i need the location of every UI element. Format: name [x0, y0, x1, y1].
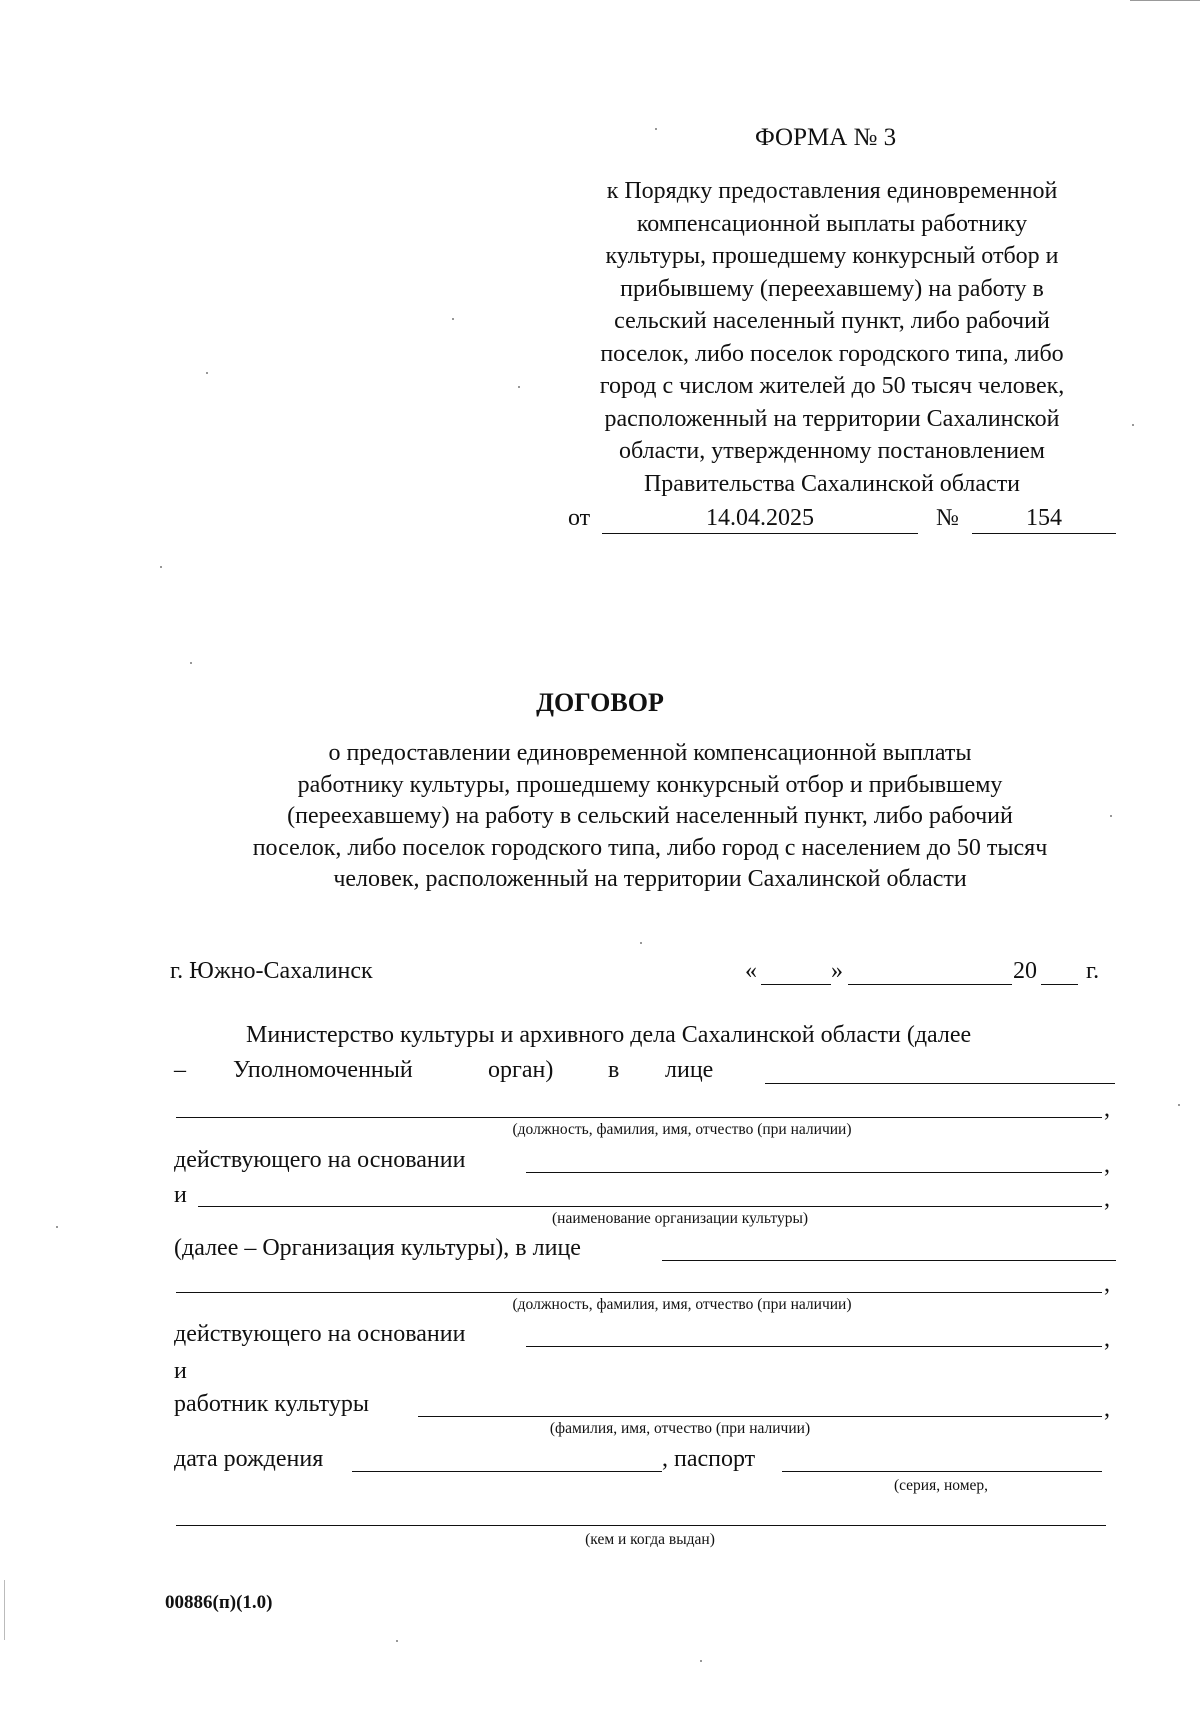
position-name-line-2[interactable] — [176, 1292, 1102, 1293]
scan-speck — [452, 318, 454, 320]
passport-series-line[interactable] — [782, 1471, 1102, 1472]
and-label-1: и — [174, 1182, 187, 1208]
city: г. Южно-Сахалинск — [170, 958, 373, 984]
worker-name-line[interactable] — [418, 1416, 1102, 1417]
authorized-person-line[interactable] — [765, 1083, 1115, 1084]
document-subtitle-line: поселок, либо поселок городского типа, либо город с населением до 50 тысяч — [252, 834, 1048, 861]
form-description-line: к Порядку предоставления единовременной — [606, 178, 1058, 204]
basis-line-2[interactable] — [526, 1346, 1102, 1347]
word-body: орган) — [488, 1057, 554, 1083]
paragraph-dash: – — [174, 1057, 186, 1083]
caption-organization-name: (наименование организации культуры) — [551, 1210, 809, 1227]
position-name-line-1[interactable] — [176, 1117, 1102, 1118]
form-description-line: области, утвержденному постановлением — [619, 438, 1045, 464]
acting-on-basis-label-2: действующего на основании — [174, 1321, 466, 1347]
form-description-line: прибывшему (переехавшему) на работу в — [620, 275, 1044, 302]
form-description-line: культуры, прошедшему конкурсный отбор и — [605, 243, 1059, 269]
birth-date-label: дата рождения — [174, 1446, 324, 1472]
comma: , — [1104, 1152, 1110, 1178]
form-description — [548, 175, 1116, 500]
date-open-quote: « — [745, 958, 757, 984]
scan-speck — [640, 942, 642, 944]
number-label: № — [936, 505, 959, 531]
year-prefix: 20 — [1013, 958, 1037, 984]
passport-label: , паспорт — [662, 1446, 756, 1472]
form-description-line: поселок, либо поселок городского типа, либо — [600, 340, 1064, 367]
passport-issued-line[interactable] — [176, 1525, 1106, 1526]
scan-speck — [518, 386, 520, 388]
basis-line-1[interactable] — [526, 1172, 1102, 1173]
comma: , — [1104, 1396, 1110, 1422]
scan-edge-mark — [4, 1580, 5, 1640]
document-code: 00886(п)(1.0) — [165, 1592, 273, 1613]
worker-label: работник культуры — [174, 1391, 369, 1417]
caption-issued-by: (кем и когда выдан) — [585, 1531, 715, 1548]
document-subtitle-line: работнику культуры, прошедшему конкурсный отбор и прибывшему — [297, 771, 1003, 798]
caption-position-1: (должность, фамилия, имя, отчество (при наличии) — [512, 1121, 852, 1138]
scan-speck — [1178, 1104, 1180, 1106]
word-authorized: Уполномоченный — [233, 1057, 413, 1083]
year-blank-line[interactable] — [1041, 984, 1078, 985]
comma: , — [1104, 1186, 1110, 1212]
comma: , — [1104, 1271, 1110, 1297]
from-label: от — [568, 505, 591, 531]
form-description-line: город с числом жителей до 50 тысяч человек, — [599, 373, 1065, 399]
scan-speck — [396, 1640, 398, 1642]
document-subtitle-line: о предоставлении единовременной компенсационной выплаты — [328, 740, 972, 766]
comma: , — [1104, 1326, 1110, 1352]
resolution-number: 154 — [972, 502, 1116, 534]
and-label-2: и — [174, 1358, 187, 1384]
scan-speck — [206, 372, 208, 374]
caption-position-2: (должность, фамилия, имя, отчество (при наличии) — [512, 1296, 852, 1313]
form-description-line: Правительства Сахалинской области — [643, 470, 1021, 497]
scan-speck — [190, 662, 192, 664]
resolution-date: 14.04.2025 — [602, 502, 918, 534]
paragraph-ministry-line1: Министерство культуры и архивного дела Сахалинской области (далее — [246, 1022, 972, 1048]
organization-person-line[interactable] — [662, 1260, 1116, 1261]
comma: , — [1104, 1096, 1110, 1122]
acting-on-basis-label-1: действующего на основании — [174, 1147, 466, 1173]
word-in: в — [608, 1057, 620, 1083]
caption-fio: (фамилия, имя, отчество (при наличии) — [549, 1420, 811, 1437]
caption-series-number: (серия, номер, — [893, 1477, 989, 1494]
birth-date-line[interactable] — [352, 1471, 662, 1472]
month-blank-line[interactable] — [848, 984, 1012, 985]
scan-speck — [1110, 815, 1112, 817]
document-title: ДОГОВОР — [536, 688, 664, 717]
organization-name-line[interactable] — [198, 1206, 1102, 1207]
scan-speck — [56, 1226, 58, 1228]
scan-edge-mark — [1130, 0, 1200, 1]
date-close-quote: » — [831, 958, 843, 984]
year-suffix: г. — [1086, 958, 1100, 984]
scan-speck — [655, 128, 657, 130]
form-description-line: расположенный на территории Сахалинской — [604, 405, 1060, 432]
form-number-title: ФОРМА № 3 — [755, 124, 897, 151]
scan-speck — [1132, 424, 1134, 426]
scan-speck — [700, 1660, 702, 1662]
organization-in-person-label: (далее – Организация культуры), в лице — [174, 1235, 581, 1261]
document-subtitle-line: (переехавшему) на работу в сельский населенный пункт, либо рабочий — [287, 803, 1013, 829]
document-subtitle — [170, 738, 1130, 896]
scan-speck — [160, 566, 162, 568]
word-person: лице — [665, 1057, 714, 1083]
day-blank-line[interactable] — [761, 984, 831, 985]
form-description-line: сельский населенный пункт, либо рабочий — [614, 308, 1050, 334]
document-subtitle-line: человек, расположенный на территории Сахалинской области — [333, 866, 967, 892]
form-description-line: компенсационной выплаты работнику — [636, 210, 1028, 237]
